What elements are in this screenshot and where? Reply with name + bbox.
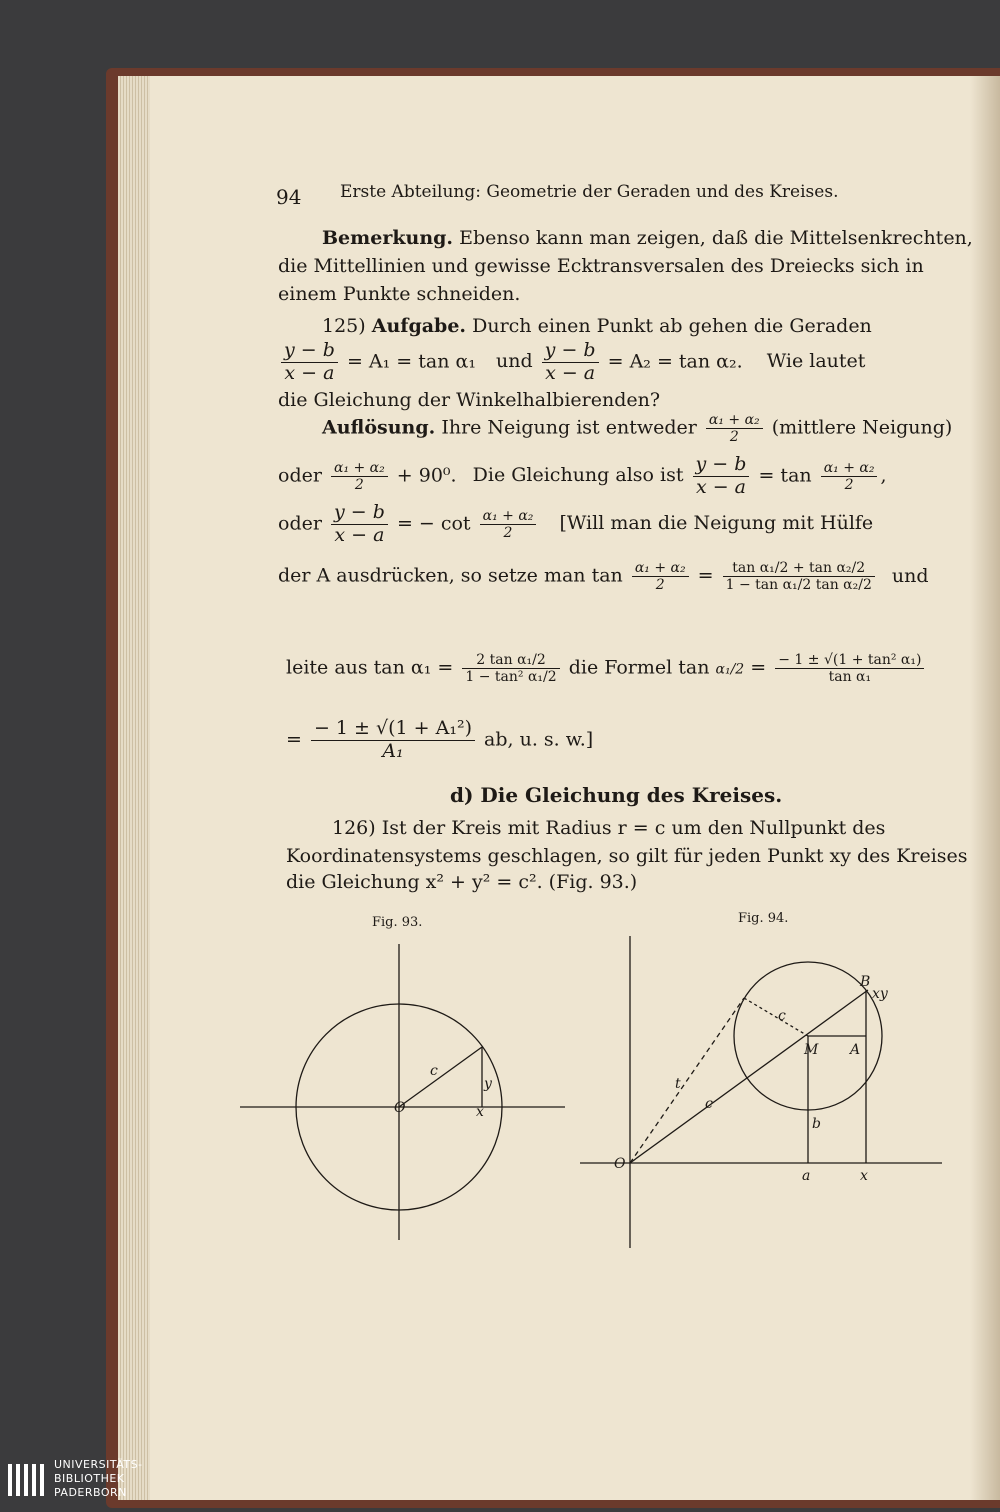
solution-text-1: Ihre Neigung ist entweder bbox=[441, 416, 697, 439]
task125-text-2: Wie lautet bbox=[766, 350, 866, 373]
fig94-label-x: x bbox=[860, 1168, 868, 1184]
task125-line-1 bbox=[322, 316, 872, 338]
oder-word-2: oder bbox=[278, 512, 322, 535]
library-logo-icon bbox=[6, 1460, 46, 1504]
slope-denominator: x − a bbox=[695, 475, 746, 498]
solution-label: Auflösung. bbox=[322, 416, 436, 439]
fig94-tangent-t bbox=[630, 998, 744, 1163]
solution-text-3: [Will man die Neigung mit Hülfe bbox=[559, 512, 874, 535]
task126-line-2: Koordinatensystems geschlagen, so gilt für jeden Punkt xy des Kreises bbox=[286, 845, 968, 867]
eq1-rhs: = A₁ = tan α₁ bbox=[346, 350, 476, 373]
task126-line-3: die Gleichung x² + y² = c². (Fig. 93.) bbox=[286, 871, 638, 893]
section-heading: d) Die Gleichung des Kreises. bbox=[450, 783, 783, 807]
eq1-numerator: y − b bbox=[281, 340, 338, 363]
fig94-line-c bbox=[630, 990, 868, 1163]
fig94-label-m: M bbox=[804, 1042, 819, 1058]
mean-angle-numerator-2: α₁ + α₂ bbox=[331, 460, 388, 477]
solution-line-5 bbox=[286, 652, 927, 685]
library-logo bbox=[6, 1458, 156, 1504]
solution-line-3 bbox=[278, 502, 873, 547]
fig93-label-x: x bbox=[476, 1104, 484, 1120]
task125-line-2 bbox=[278, 340, 865, 385]
und-word-2: und bbox=[891, 564, 929, 587]
half-angle: α₁/2 bbox=[715, 661, 745, 678]
double-angle-numerator: 2 tan α₁/2 bbox=[462, 652, 559, 669]
library-line-2: BIBLIOTHEK bbox=[54, 1472, 125, 1485]
mean-angle-fraction-2 bbox=[331, 460, 388, 493]
result-denominator: A₁ bbox=[382, 739, 404, 762]
remark-line-2: die Mittellinien und gewisse Ecktransversalen des Dreiecks sich in bbox=[278, 255, 924, 277]
fig93-caption: Fig. 93. bbox=[372, 915, 423, 930]
fig93-label-o: O bbox=[394, 1100, 406, 1116]
solution-text-2: Die Gleichung also ist bbox=[472, 464, 684, 487]
fig94-label-b: b bbox=[812, 1116, 821, 1132]
mean-angle-denominator-3: 2 bbox=[844, 476, 854, 493]
eq1-fraction bbox=[281, 340, 338, 385]
fig94-label-a: A bbox=[850, 1042, 861, 1058]
task126-line-1 bbox=[332, 818, 885, 840]
tan-sum-fraction bbox=[723, 560, 875, 593]
tan-sum-denominator: 1 − tan α₁/2 tan α₂/2 bbox=[725, 577, 872, 594]
double-angle-fraction bbox=[462, 652, 559, 685]
fig94-label-o: O bbox=[614, 1156, 626, 1172]
fig94-label-t: t bbox=[675, 1076, 681, 1092]
equals-tan: = tan bbox=[758, 464, 812, 487]
mean-angle-denominator-5: 2 bbox=[655, 577, 665, 594]
mean-angle-denominator-4: 2 bbox=[503, 524, 513, 541]
und-word: und bbox=[495, 350, 533, 373]
fig94-label-c-dashed: c bbox=[778, 1008, 786, 1024]
tan-sum-numerator: tan α₁/2 + tan α₂/2 bbox=[723, 560, 875, 577]
root-fraction bbox=[775, 652, 924, 685]
task125-label: Aufgabe. bbox=[371, 315, 467, 337]
equals-sign-3: = bbox=[286, 728, 302, 751]
fig94-label-xy: xy bbox=[872, 986, 888, 1002]
remark-line-3: einem Punkte schneiden. bbox=[278, 283, 521, 305]
equals-sign-2: = bbox=[750, 656, 767, 679]
result-fraction bbox=[311, 718, 475, 763]
mean-angle-numerator: α₁ + α₂ bbox=[706, 412, 763, 429]
slope-numerator-2: y − b bbox=[331, 502, 388, 525]
equals-sign: = bbox=[697, 564, 714, 587]
root-denominator: tan α₁ bbox=[828, 669, 872, 686]
task126-number: 126) bbox=[332, 817, 376, 839]
slope-denominator-2: x − a bbox=[334, 523, 385, 546]
fig94-label-b-point: B bbox=[860, 974, 871, 990]
solution-text-5: leite aus tan α₁ = bbox=[286, 656, 454, 679]
fig94-label-a-axis: a bbox=[802, 1168, 811, 1184]
task125-text-1: Durch einen Punkt ab gehen die Geraden bbox=[472, 315, 872, 337]
solution-line-1 bbox=[322, 412, 952, 445]
equals-cot: = − cot bbox=[396, 512, 471, 535]
solution-paren: (mittlere Neigung) bbox=[771, 416, 953, 439]
mean-angle-fraction-4 bbox=[480, 508, 537, 541]
solution-text-4: der A ausdrücken, so setze man tan bbox=[278, 564, 623, 587]
root-numerator: − 1 ± √(1 + tan² α₁) bbox=[775, 652, 924, 669]
mean-angle-fraction-3 bbox=[821, 460, 878, 493]
solution-text-6: ab, u. s. w.] bbox=[484, 728, 594, 751]
comma: , bbox=[880, 464, 887, 487]
mean-angle-numerator-5: α₁ + α₂ bbox=[632, 560, 689, 577]
solution-line-2 bbox=[278, 454, 887, 499]
library-name bbox=[54, 1458, 143, 1500]
oder-word: oder bbox=[278, 464, 322, 487]
fig93-radius bbox=[399, 1047, 482, 1107]
task125-number: 125) bbox=[322, 315, 366, 337]
eq2-denominator: x − a bbox=[545, 361, 596, 384]
fig93-label-y: y bbox=[484, 1076, 492, 1092]
mean-angle-fraction bbox=[706, 412, 763, 445]
remark-label: Bemerkung. bbox=[322, 227, 454, 249]
page-number: 94 bbox=[276, 185, 302, 209]
fig94-caption: Fig. 94. bbox=[738, 911, 789, 926]
mean-angle-fraction-5 bbox=[632, 560, 689, 593]
library-line-3: PADERBORN bbox=[54, 1486, 127, 1499]
mean-angle-numerator-3: α₁ + α₂ bbox=[821, 460, 878, 477]
eq1-denominator: x − a bbox=[284, 361, 335, 384]
remark-text-1: Ebenso kann man zeigen, daß die Mittelsenkrechten, bbox=[459, 227, 973, 249]
mean-angle-numerator-4: α₁ + α₂ bbox=[480, 508, 537, 525]
mean-angle-denominator: 2 bbox=[729, 429, 739, 446]
slope-numerator: y − b bbox=[693, 454, 750, 477]
solution-line-6 bbox=[286, 718, 593, 763]
fig94-label-c: c bbox=[705, 1096, 713, 1112]
solution-text-5b: die Formel tan bbox=[568, 656, 710, 679]
plus-ninety: + 90⁰. bbox=[396, 464, 457, 487]
fig94-radius-dashed bbox=[744, 998, 808, 1036]
fig93-diagram bbox=[230, 930, 570, 1250]
eq2-fraction bbox=[542, 340, 599, 385]
remark-line-1 bbox=[322, 228, 973, 250]
slope-fraction bbox=[693, 454, 750, 499]
result-numerator: − 1 ± √(1 + A₁²) bbox=[311, 718, 475, 741]
double-angle-denominator: 1 − tan² α₁/2 bbox=[465, 669, 557, 686]
solution-line-4 bbox=[278, 560, 929, 593]
running-title: Erste Abteilung: Geometrie der Geraden und des Kreises. bbox=[340, 182, 839, 202]
slope-fraction-2 bbox=[331, 502, 388, 547]
task125-line-3: die Gleichung der Winkelhalbierenden? bbox=[278, 389, 661, 411]
mean-angle-denominator-2: 2 bbox=[354, 476, 364, 493]
library-line-1: UNIVERSITÄTS- bbox=[54, 1458, 143, 1471]
fig93-label-c: c bbox=[430, 1063, 438, 1079]
eq2-numerator: y − b bbox=[542, 340, 599, 363]
page-gutter bbox=[970, 76, 1000, 1500]
eq2-rhs: = A₂ = tan α₂. bbox=[607, 350, 743, 373]
task126-text-1: Ist der Kreis mit Radius r = c um den Nullpunkt des bbox=[381, 817, 886, 839]
fig94-diagram bbox=[570, 928, 950, 1258]
